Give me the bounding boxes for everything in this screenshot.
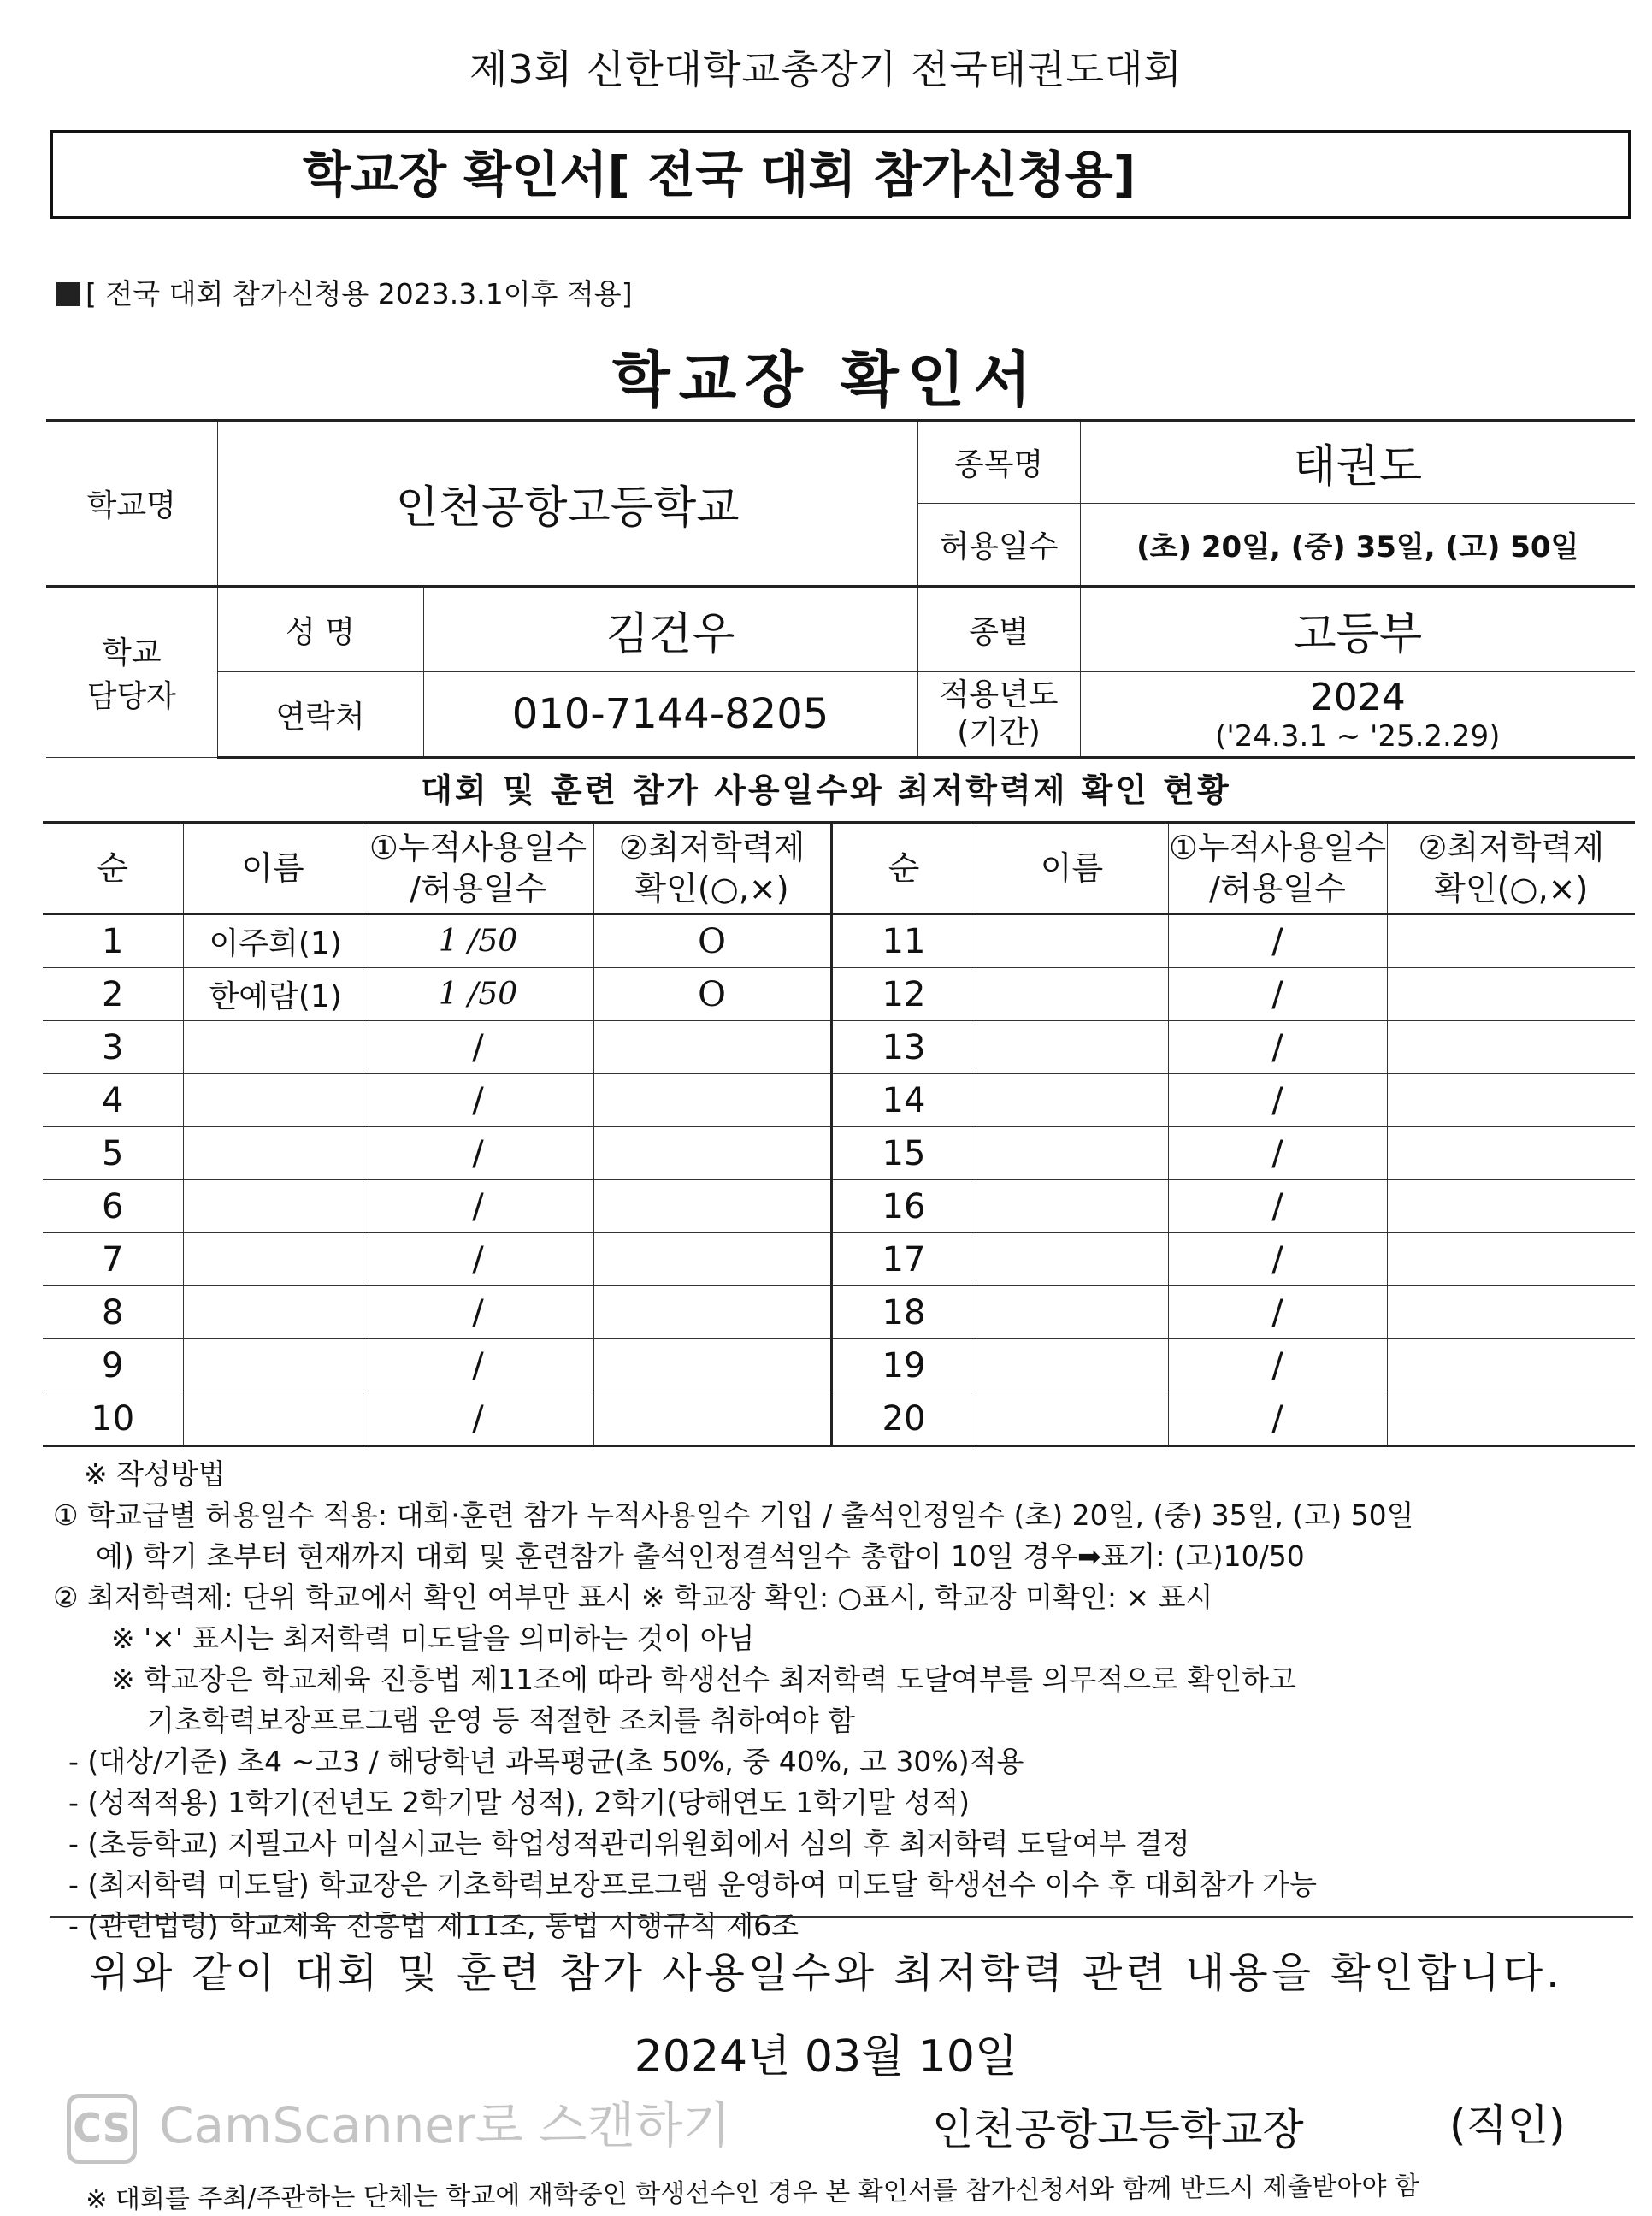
days-used: / [1168,1021,1387,1074]
row-number: 12 [831,968,976,1021]
student-name [976,1180,1168,1233]
divider [50,1916,1633,1918]
student-name [976,1021,1168,1074]
applied-note-text: [ 전국 대회 참가신청용 2023.3.1이후 적용] [86,277,633,310]
method-line: ※ '×' 표시는 최저학력 미도달을 의미하는 것이 아님 [111,1622,755,1655]
document-header: 제3회 신한대학교총장기 전국태권도대회 [469,46,1183,92]
student-name [976,1074,1168,1127]
row-number: 4 [43,1074,183,1127]
col-days: ①누적사용일수 /허용일수 [363,823,593,914]
days-used: / [1168,968,1387,1021]
academic-check: O [593,968,831,1021]
contact-label: 연락처 [217,672,423,758]
name-label: 성 명 [217,587,423,672]
student-name [183,1286,363,1339]
academic-check [593,1339,831,1392]
col-name: 이름 [183,823,363,914]
academic-check [1387,1392,1635,1446]
row-number: 9 [43,1339,183,1392]
student-name [976,968,1168,1021]
days-used: / [1168,1074,1387,1127]
academic-check: O [593,914,831,968]
table-row [43,1074,1635,1127]
row-number: 1 [43,914,183,968]
watermark-text: CamScanner로 스캔하기 [159,2096,731,2154]
student-name [976,1339,1168,1392]
student-name: 한예람(1) [183,968,363,1021]
days-used: / [363,1074,593,1127]
row-number: 17 [831,1233,976,1286]
academic-check [1387,1180,1635,1233]
academic-check [1387,1127,1635,1180]
academic-check [593,1286,831,1339]
row-number: 10 [43,1392,183,1446]
student-name [183,1127,363,1180]
manager-label: 학교 담당자 [46,587,217,758]
days-used: / [363,1180,593,1233]
days-used: / [1168,1286,1387,1339]
academic-check [593,1392,831,1446]
days-used: / [1168,1392,1387,1446]
student-name [976,1286,1168,1339]
row-number: 5 [43,1127,183,1180]
col-academic: ②최저학력제 확인(○,×) [593,823,831,914]
row-number: 7 [43,1233,183,1286]
main-title: 학교장 확인서 [611,345,1041,415]
table-row [43,1021,1635,1074]
row-number: 15 [831,1127,976,1180]
allowed-days-label: 허용일수 [917,504,1080,587]
row-number: 16 [831,1180,976,1233]
method-line: ② 최저학력제: 단위 학교에서 확인 여부만 표시 ※ 학교장 확인: ○표시, 학교장 미확인: × 표시 [53,1581,1213,1614]
contact-value: 010-7144-8205 [423,672,917,758]
method-line: - (대상/기준) 초4 ~고3 / 해당학년 과목평균(초 50%, 중 40%, 고 30%)적용 [68,1745,1024,1778]
student-name: 이주희(1) [183,914,363,968]
method-line: - (성적적용) 1학기(전년도 2학기말 성적), 2학기(당해연도 1학기말 성적) [68,1786,971,1819]
student-name [183,1233,363,1286]
table-row [43,1127,1635,1180]
student-name [976,1233,1168,1286]
days-used: / [363,1127,593,1180]
student-name [976,914,1168,968]
row-number: 13 [831,1021,976,1074]
method-line: 기초학력보장프로그램 운영 등 적절한 조치를 취하여야 함 [147,1704,856,1737]
school-value: 인천공항고등학교 [217,421,917,587]
academic-check [1387,1074,1635,1127]
days-used: / [363,1392,593,1446]
student-name [183,1180,363,1233]
method-line: 예) 학기 초부터 현재까지 대회 및 훈련참가 출석인정결석일수 총합이 10일 경우➡표기: (고)10/50 [96,1539,1305,1573]
instructions [53,1454,1616,1947]
event-label: 종목명 [917,421,1080,504]
academic-check [593,1180,831,1233]
applied-note [56,272,633,312]
row-number: 3 [43,1021,183,1074]
academic-check [593,1233,831,1286]
days-used: / [363,1339,593,1392]
row-number: 8 [43,1286,183,1339]
footnote: ※ 대회를 주최/주관하는 단체는 학교에 재학중인 학생선수인 경우 본 확인서를 참가신청서와 함께 반드시 제출받아야 함 [86,2171,1420,2215]
academic-check [1387,1233,1635,1286]
academic-check [1387,1021,1635,1074]
document-date: 2024년 03월 10일 [634,2031,1018,2083]
student-name [183,1392,363,1446]
table-row [43,1180,1635,1233]
table-row [43,914,1635,968]
col-num: 순 [43,823,183,914]
method-line: - (관련법령) 학교체육 진흥법 제11조, 동법 시행규칙 제6조 [68,1909,799,1942]
name-value: 김건우 [423,587,917,672]
year-label: 적용년도 (기간) [917,672,1080,758]
row-number: 6 [43,1180,183,1233]
academic-check [1387,968,1635,1021]
days-used: 1 /50 [363,968,593,1021]
col-num: 순 [831,823,976,914]
principal-name: 인천공항고등학교장 [932,2105,1304,2154]
table-row [43,1339,1635,1392]
row-number: 20 [831,1392,976,1446]
days-used: / [1168,1233,1387,1286]
days-used: 1 /50 [363,914,593,968]
method-line: - (초등학교) 지필고사 미실시교는 학업성적관리위원회에서 심의 후 최저학력 도달여부 결정 [68,1827,1190,1860]
official-seal: (직인) [1449,2101,1566,2150]
academic-check [1387,1339,1635,1392]
method-line: ① 학교급별 허용일수 적용: 대회·훈련 참가 누적사용일수 기입 / 출석인정일수 (초) 20일, (중) 35일, (고) 50일 [53,1498,1414,1532]
table-row [43,1392,1635,1446]
col-academic: ②최저학력제 확인(○,×) [1387,823,1635,914]
table-row [43,1286,1635,1339]
confirm-statement: 위와 같이 대회 및 훈련 참가 사용일수와 최저학력 관련 내용을 확인합니다. [89,1949,1563,1997]
period-value: ('24.3.1 ~ '25.2.29) [1215,718,1501,753]
school-label: 학교명 [46,421,217,587]
student-name [976,1127,1168,1180]
info-table [46,419,1635,759]
days-used: / [1168,1127,1387,1180]
academic-check [593,1021,831,1074]
roster-table [43,821,1635,1447]
row-number: 19 [831,1339,976,1392]
academic-check [1387,1286,1635,1339]
student-name [183,1074,363,1127]
event-value: 태권도 [1080,421,1635,504]
academic-check [1387,914,1635,968]
table-row [43,1233,1635,1286]
academic-check [593,1127,831,1180]
table-row [43,968,1635,1021]
row-number: 11 [831,914,976,968]
row-number: 14 [831,1074,976,1127]
days-used: / [1168,1180,1387,1233]
col-days: ①누적사용일수 /허용일수 [1168,823,1387,914]
student-name [976,1392,1168,1446]
col-name: 이름 [976,823,1168,914]
method-line: ※ 학교장은 학교체육 진흥법 제11조에 따라 학생선수 최저학력 도달여부를 의무적으로 확인하고 [111,1663,1296,1696]
days-used: / [363,1286,593,1339]
academic-check [593,1074,831,1127]
title-box: 학교장 확인서[ 전국 대회 참가신청용] [50,130,1631,219]
allowed-days-value: (초) 20일, (중) 35일, (고) 50일 [1080,504,1635,587]
division-value: 고등부 [1080,587,1635,672]
row-number: 18 [831,1286,976,1339]
days-used: / [1168,914,1387,968]
square-bullet-icon [56,282,80,306]
student-name [183,1339,363,1392]
year-value: 2024 [1309,675,1406,719]
table-subtitle: 대회 및 훈련 참가 사용일수와 최저학력제 확인 현황 [421,771,1231,809]
year-cell [1080,672,1635,758]
days-used: / [363,1233,593,1286]
method-heading: ※ 작성방법 [84,1457,226,1491]
method-line: - (최저학력 미도달) 학교장은 기초학력보장프로그램 운영하여 미도달 학생선수 이수 후 대회참가 가능 [68,1868,1318,1901]
division-label: 종별 [917,587,1080,672]
student-name [183,1021,363,1074]
camscanner-logo-icon: CS [67,2094,137,2164]
days-used: / [363,1021,593,1074]
row-number: 2 [43,968,183,1021]
scanner-watermark [67,2085,730,2164]
days-used: / [1168,1339,1387,1392]
